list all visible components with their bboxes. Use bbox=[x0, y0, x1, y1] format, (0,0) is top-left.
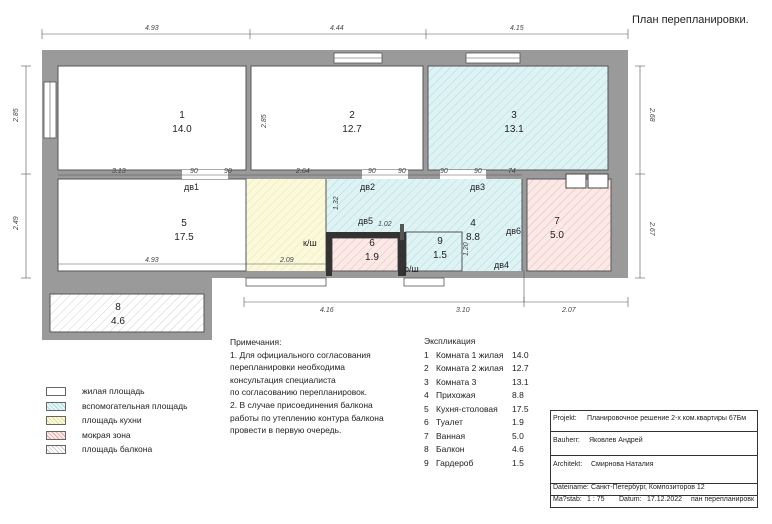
dim-left-2: 2.49 bbox=[13, 216, 20, 230]
dim-small-2: 1.02 bbox=[378, 221, 392, 228]
explication-num: 5 bbox=[424, 403, 429, 414]
dim-right-2: 2.67 bbox=[648, 222, 655, 236]
room-1-area bbox=[58, 66, 246, 170]
dim-mid-4: 2.64 bbox=[296, 168, 310, 175]
explication-area: 1.9 bbox=[512, 417, 524, 427]
room-9-area-value: 1.5 bbox=[433, 250, 447, 261]
room-5-number: 5 bbox=[181, 218, 187, 229]
explication-row bbox=[424, 458, 534, 472]
stamp-architekt-label: Architekt: bbox=[553, 461, 583, 468]
dim-mid-3: 90 bbox=[224, 168, 232, 175]
explication-name: Прихожая bbox=[436, 390, 476, 400]
dim-top-3: 4.15 bbox=[510, 25, 524, 32]
stamp-dateiname-label: Dateiname: bbox=[553, 484, 589, 491]
dim-bottom-1: 4.16 bbox=[320, 307, 334, 314]
explication-name: Комната 1 жилая bbox=[436, 349, 504, 360]
explication-area: 8.8 bbox=[512, 390, 524, 400]
room-7-area bbox=[527, 179, 611, 271]
legend-swatch bbox=[46, 416, 66, 425]
dim-mid-2: 90 bbox=[190, 168, 198, 175]
room-2-area-value: 12.7 bbox=[342, 124, 362, 135]
riser-label: р/ш bbox=[404, 264, 419, 274]
notes-line: провести в первую очередь. bbox=[230, 425, 342, 436]
stamp-row-bauherr bbox=[551, 431, 757, 456]
explication-row bbox=[424, 404, 534, 418]
dim-top-2: 4.44 bbox=[330, 25, 344, 32]
explication-row bbox=[424, 377, 534, 391]
column bbox=[400, 224, 404, 240]
legend-label: жилая площадь bbox=[82, 386, 145, 396]
legend-swatch bbox=[46, 445, 66, 454]
door-2-label: дв2 bbox=[360, 182, 376, 192]
dim-left-1: 2.85 bbox=[13, 108, 20, 122]
toilet-top-wall bbox=[326, 232, 406, 238]
explication-name: Балкон bbox=[436, 444, 465, 454]
dim-bottom-2: 3.10 bbox=[456, 307, 470, 314]
explication-area: 4.6 bbox=[512, 444, 524, 454]
explication-row bbox=[424, 390, 534, 404]
stamp-datum-value: 17.12.2022 bbox=[647, 496, 683, 503]
stamp-row-architekt bbox=[551, 455, 757, 484]
room-4-area-value: 8.8 bbox=[466, 232, 480, 243]
room-6-area-value: 1.9 bbox=[365, 252, 379, 263]
door-6-label: дв6 bbox=[506, 226, 522, 236]
explication-name: Ванная bbox=[436, 430, 466, 441]
room-3-number: 3 bbox=[511, 110, 517, 121]
explication-row bbox=[424, 444, 534, 458]
dim-right-1: 2.68 bbox=[648, 108, 655, 122]
notes-title: Примечания: bbox=[230, 337, 282, 347]
explication-area: 1.5 bbox=[512, 457, 524, 468]
explication-num: 7 bbox=[424, 430, 429, 441]
room-7-area-value: 5.0 bbox=[550, 230, 564, 241]
notes-block bbox=[230, 336, 410, 437]
dim-mid-7: 90 bbox=[440, 168, 448, 175]
explication-area: 17.5 bbox=[512, 403, 529, 414]
room-8-number: 8 bbox=[115, 302, 121, 313]
notes-line: по согласованию перепланировок. bbox=[230, 387, 367, 398]
door-3-label: дв3 bbox=[470, 182, 486, 192]
explication-area: 5.0 bbox=[512, 430, 524, 441]
explication-area: 14.0 bbox=[512, 349, 529, 360]
vent-shaft-1 bbox=[566, 174, 586, 188]
plan-title: План перепланировки. bbox=[632, 14, 749, 26]
stamp-masstab-value: 1 : 75 bbox=[587, 496, 605, 503]
stamp-bauherr-label: Bauherr: bbox=[553, 437, 580, 444]
legend-swatch bbox=[46, 402, 66, 411]
explication-num: 2 bbox=[424, 363, 429, 373]
balcony-area bbox=[50, 294, 204, 332]
notes-line: работы по утеплению контура балкона bbox=[230, 412, 384, 423]
explication-name: Гардероб bbox=[436, 457, 474, 468]
explication-row bbox=[424, 431, 534, 445]
door-1-label: дв1 bbox=[184, 182, 200, 192]
stamp-doc-value: пан перепланировк bbox=[691, 496, 755, 503]
room-4-number: 4 bbox=[470, 218, 476, 229]
dim-bottom-3: 2.07 bbox=[562, 307, 576, 314]
dim-bottom-inner-2: 2.09 bbox=[280, 257, 294, 264]
stamp-bauherr-value: Яковлев Андрей bbox=[589, 437, 643, 444]
explication-num: 8 bbox=[424, 444, 429, 454]
dim-mid-9: 74 bbox=[508, 168, 516, 175]
explication-num: 3 bbox=[424, 376, 429, 387]
explication-row bbox=[424, 350, 534, 364]
room-6-number: 6 bbox=[369, 238, 375, 249]
stamp-architekt-value: Смирнова Наталия bbox=[591, 461, 654, 468]
dim-mid-1: 3.13 bbox=[112, 168, 126, 175]
stamp-row-masstab bbox=[551, 495, 757, 508]
toilet-wall bbox=[326, 232, 332, 276]
notes-line: консультация специалиста bbox=[230, 374, 336, 385]
stamp-masstab-label: Ma?stab: bbox=[553, 496, 582, 503]
dim-mid-6: 90 bbox=[398, 168, 406, 175]
dim-small-3: 1.20 bbox=[463, 242, 470, 256]
stamp-row-project bbox=[551, 411, 757, 432]
dim-top-1: 4.93 bbox=[145, 25, 159, 32]
dim-inner-room2: 2.85 bbox=[261, 114, 268, 128]
explication-area: 12.7 bbox=[512, 363, 529, 373]
legend-label: площадь балкона bbox=[82, 444, 153, 454]
door-4-label: дв4 bbox=[494, 260, 510, 270]
room-9-number: 9 bbox=[437, 236, 443, 247]
legend-swatch bbox=[46, 431, 66, 440]
explication-num: 1 bbox=[424, 349, 429, 360]
explication-name: Туалет bbox=[436, 417, 463, 427]
vent-shaft-2 bbox=[588, 174, 608, 188]
explication-row bbox=[424, 417, 534, 431]
room-8-area-value: 4.6 bbox=[111, 316, 125, 327]
explication-num: 4 bbox=[424, 390, 429, 400]
stamp-project-value: Планировочное решение 2-х ком.квартиры 67Бм bbox=[587, 415, 747, 422]
legend-label: площадь кухни bbox=[82, 415, 142, 425]
stamp-dateiname-value: Санкт-Петербург, Композиторов 12 bbox=[591, 484, 705, 491]
room-7-number: 7 bbox=[554, 216, 560, 227]
room-2-area bbox=[251, 66, 423, 170]
room-5-area-value: 17.5 bbox=[174, 232, 194, 243]
room-1-area-value: 14.0 bbox=[172, 124, 192, 135]
explication-area: 13.1 bbox=[512, 376, 529, 387]
explication-title: Экспликация bbox=[424, 336, 476, 346]
dim-mid-5: 90 bbox=[368, 168, 376, 175]
room-1-number: 1 bbox=[179, 110, 185, 121]
legend-swatch bbox=[46, 387, 66, 396]
stamp-datum-label: Datum: bbox=[619, 496, 642, 503]
dim-bottom-inner-1: 4.93 bbox=[145, 257, 159, 264]
explication-name: Комната 2 жилая bbox=[436, 363, 504, 373]
legend-label: вспомогательная площадь bbox=[82, 400, 188, 411]
room-3-area-value: 13.1 bbox=[504, 124, 524, 135]
stamp-project-label: Projekt: bbox=[553, 415, 577, 422]
explication-table bbox=[424, 336, 534, 471]
room-2-number: 2 bbox=[349, 110, 355, 121]
door-5-label: дв5 bbox=[358, 216, 374, 226]
title-block bbox=[550, 410, 758, 508]
legend-label: мокрая зона bbox=[82, 429, 131, 440]
notes-line: 2. В случае присоединения балкона bbox=[230, 399, 373, 410]
dim-small-1: 1.32 bbox=[333, 196, 340, 210]
explication-row bbox=[424, 363, 534, 377]
notes-line: 1. Для официального согласования bbox=[230, 349, 371, 360]
explication-num: 6 bbox=[424, 417, 429, 427]
kitchen-riser-label: к/ш bbox=[303, 238, 317, 248]
dim-mid-8: 90 bbox=[474, 168, 482, 175]
explication-name: Кухня-столовая bbox=[436, 403, 498, 414]
notes-line: перепланировки необходима bbox=[230, 362, 346, 373]
explication-num: 9 bbox=[424, 457, 429, 468]
explication-name: Комната 3 bbox=[436, 376, 477, 387]
room-3-area bbox=[428, 66, 608, 170]
